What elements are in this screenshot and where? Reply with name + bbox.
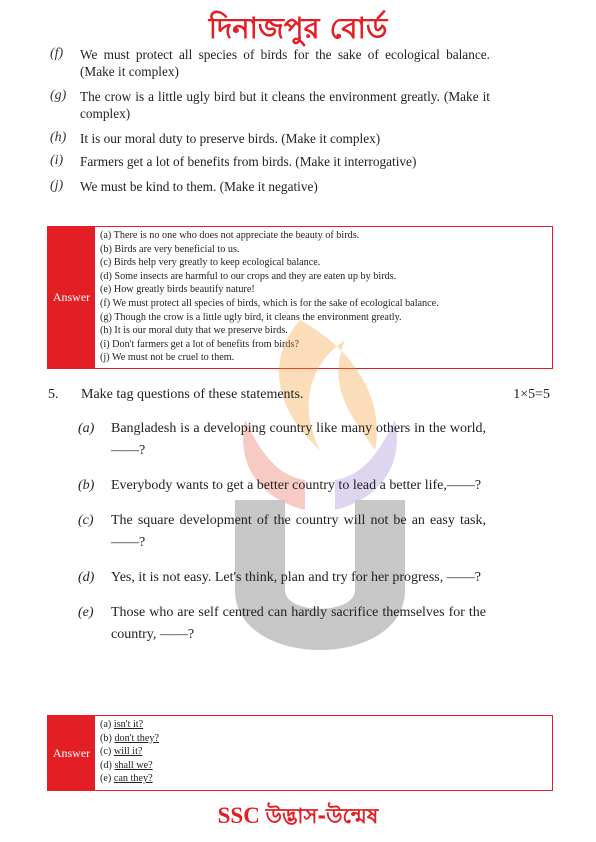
question-item — [50, 88, 490, 122]
answer-tag: will it? — [113, 746, 143, 758]
footer-brand — [0, 800, 596, 835]
question-mark: (b) — [78, 478, 95, 493]
question-mark: (g) — [50, 88, 67, 103]
question-item — [50, 130, 490, 147]
answer-line: (b) Birds are very beneficial to us. — [100, 243, 240, 255]
question-item — [50, 153, 490, 170]
section-instruction: Make tag questions of these statements. — [81, 387, 304, 402]
question-mark: (f) — [50, 46, 64, 61]
transformation-questions — [50, 46, 490, 201]
tag-question-item — [78, 567, 486, 589]
board-title: দিনাজপুর বোর্ড — [208, 11, 388, 45]
question-text: Those who are self centred can hardly sacrifice themselves for the country, ——? — [111, 605, 486, 642]
question-text: We must be kind to them. (Make it negative) — [80, 179, 318, 194]
question-mark: (a) — [78, 421, 95, 436]
section-number: 5. — [48, 387, 59, 402]
question-text: The crow is a little ugly bird but it cleans the environment greatly. (Make it complex) — [80, 89, 490, 121]
answer-line: (d) Some insects are harmful to our crops and they are eaten up by birds. — [100, 270, 397, 282]
answer-line — [100, 732, 159, 746]
question-text: The square development of the country will not be an easy task,——? — [111, 513, 486, 550]
question-mark: (h) — [50, 130, 67, 145]
question-text: Everybody wants to get a better country to lead a better life,——? — [111, 478, 482, 493]
question-text: Farmers get a lot of benefits from birds. (Make it interrogative) — [80, 154, 417, 169]
tag-question-item — [78, 475, 486, 497]
answer-line — [100, 772, 159, 786]
question-text: We must protect all species of birds for the sake of ecological balance. (Make it complex) — [80, 47, 490, 79]
answer-line: (e) How greatly birds beautify nature! — [100, 284, 255, 296]
question-mark: (d) — [78, 570, 95, 585]
answer-line — [100, 718, 159, 732]
tag-question-item — [78, 418, 486, 462]
question-mark: (j) — [50, 178, 64, 193]
tag-question-list — [78, 418, 486, 646]
answer-box-tag-questions — [47, 715, 553, 791]
answer-prefix: (b) — [100, 732, 115, 744]
question-text: Yes, it is not easy. Let's think, plan and try for her progress, ——? — [111, 570, 481, 585]
answer-line: (g) Though the crow is a little ugly bird, it cleans the environment greatly. — [100, 311, 402, 323]
question-mark: (c) — [78, 513, 94, 528]
footer-title: উদ্ভাস-উন্মেষ — [265, 804, 379, 828]
question-text: It is our moral duty to preserve birds. (Make it complex) — [80, 131, 381, 146]
answer-tag: don't they? — [114, 732, 159, 744]
answer-label: Answer — [48, 227, 95, 368]
answer-prefix: (a) — [100, 719, 114, 730]
question-item — [50, 46, 490, 80]
answer-tag: shall we? — [114, 759, 153, 771]
tag-question-item — [78, 602, 486, 646]
answer-tag: can they? — [113, 773, 153, 785]
answer-label: Answer — [48, 716, 95, 790]
answer-line: (j) We must not be cruel to them. — [100, 352, 235, 364]
question-text: Bangladesh is a developing country like many others in the world, ——? — [111, 421, 486, 458]
answer-prefix: (d) — [100, 759, 115, 771]
answer-tag: isn't it? — [113, 719, 144, 730]
section-marks: 1×5=5 — [513, 387, 550, 402]
question-item — [50, 178, 490, 195]
answer-line — [100, 745, 159, 759]
footer-ssc: SSC — [217, 803, 260, 828]
answer-line: (a) There is no one who does not appreciate the beauty of birds. — [100, 230, 360, 241]
answer-lines — [95, 716, 163, 790]
question-mark: (e) — [78, 605, 94, 620]
answer-line: (f) We must protect all species of birds, which is for the sake of ecological balance. — [100, 297, 439, 309]
tag-question-item — [78, 510, 486, 554]
answer-line: (h) It is our moral duty that we preserve birds. — [100, 325, 288, 337]
answer-line: (c) Birds help very greatly to keep ecological balance. — [100, 257, 321, 269]
answer-line: (i) Don't farmers get a lot of benefits from birds? — [100, 338, 300, 350]
answer-prefix: (c) — [100, 746, 114, 758]
answer-prefix: (e) — [100, 773, 114, 785]
question-mark: (i) — [50, 153, 64, 168]
answer-line — [100, 759, 159, 773]
